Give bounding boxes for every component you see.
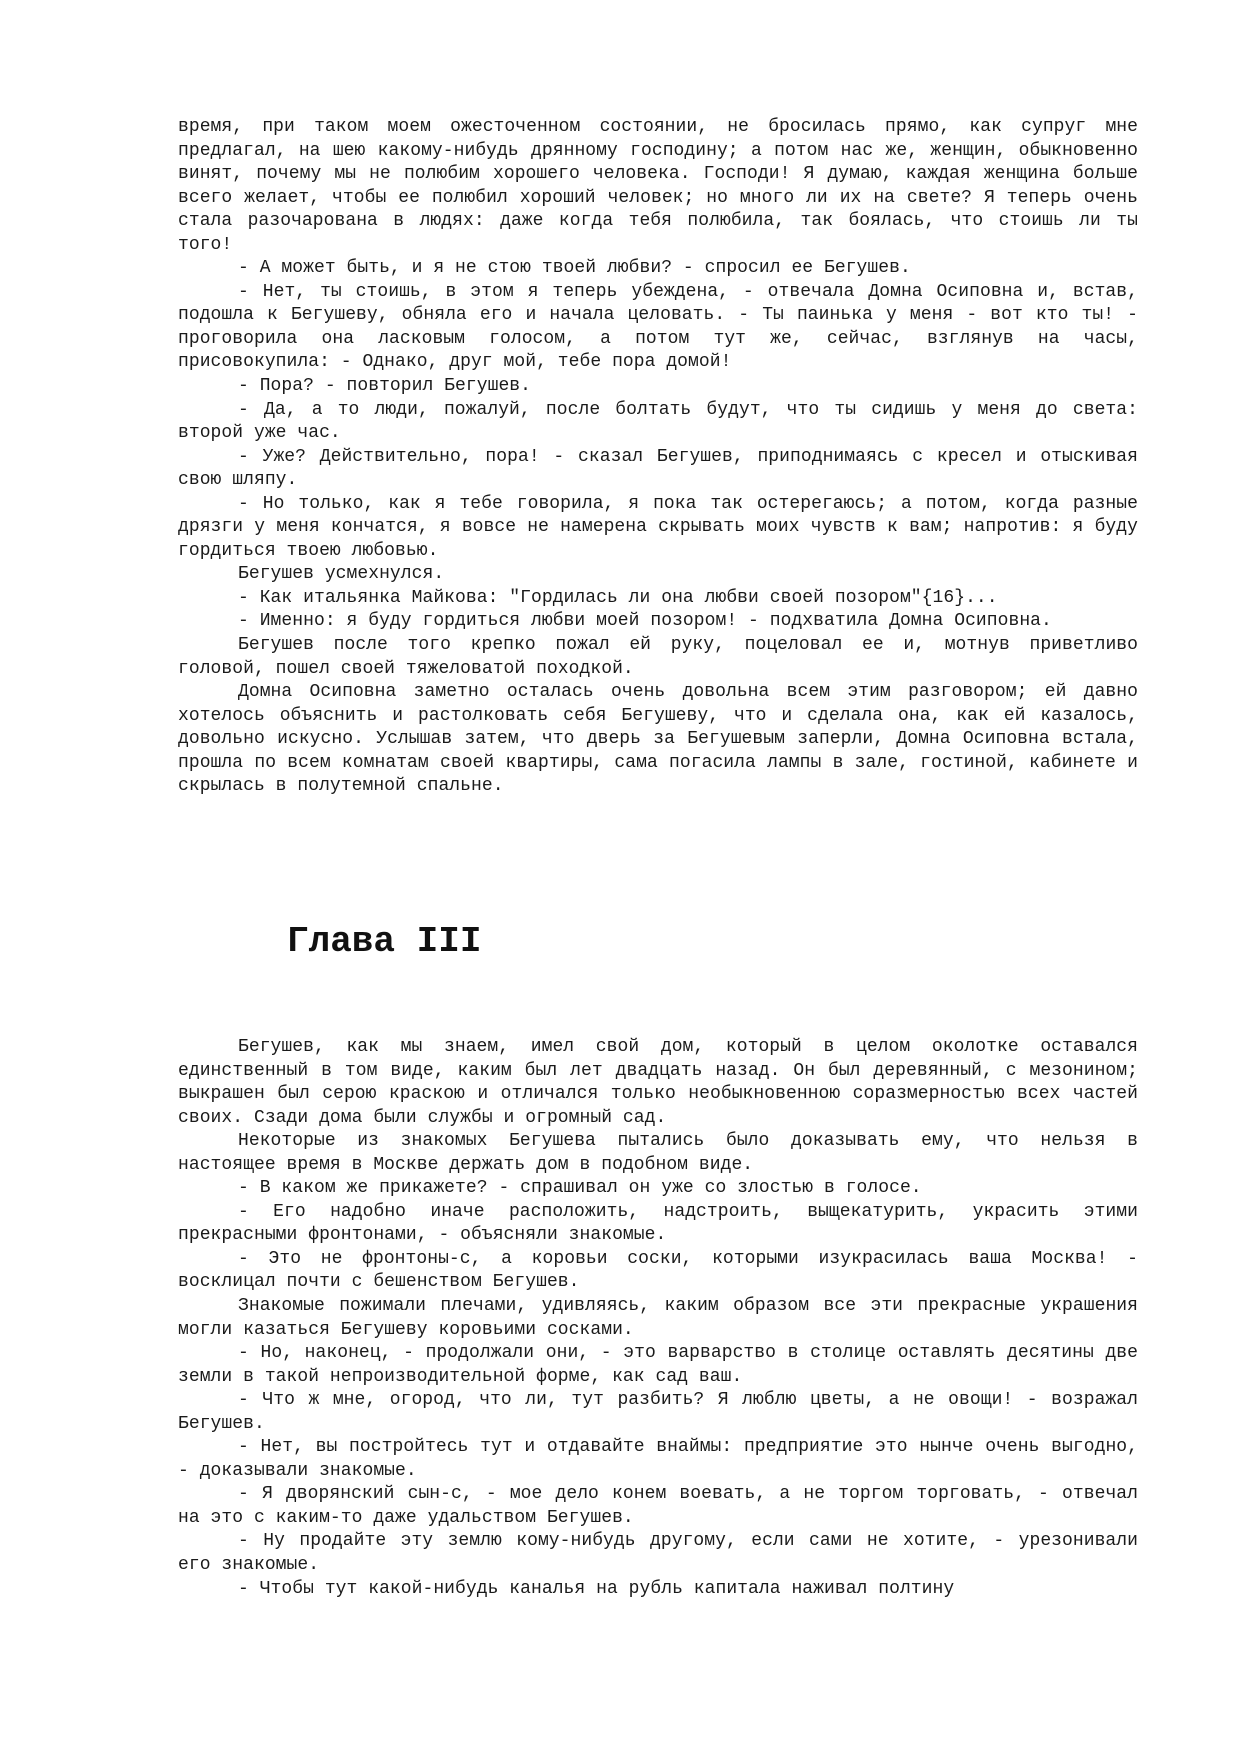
paragraph: Домна Осиповна заметно осталась очень довольна всем этим разговором; ей давно хотелось объяснить и растолковать себя Бегушеву, что и сделала она, как ей казалось, довольно искусно. Услышав затем, что дверь за Бегушевым заперли, Домна Осиповна встала, прошла по всем комнатам своей квартиры, сама погасила лампы в зале, гостиной, кабинете и скрылась в полутемной спальне. <box>178 682 1138 797</box>
paragraph: - Что ж мне, огород, что ли, тут разбить? Я люблю цветы, а не овощи! - возражал Бегушев. <box>178 1390 1138 1434</box>
paragraph: - А может быть, и я не стою твоей любви? - спросил ее Бегушев. <box>238 258 911 279</box>
paragraph: - Я дворянский сын-с, - мое дело конем воевать, а не торгом торговать, - отвечал на это с каким-то даже удальством Бегушев. <box>178 1484 1138 1528</box>
paragraph: - Именно: я буду гордиться любви моей позором! - подхватила Домна Осиповна. <box>238 611 1052 632</box>
paragraph: Бегушев после того крепко пожал ей руку, поцеловал ее и, мотнув приветливо головой, пошел своей тяжеловатой походкой. <box>178 635 1138 679</box>
paragraph: - Но только, как я тебе говорила, я пока так остерегаюсь; а потом, когда разные дрязги у меня кончатся, я вовсе не намерена скрывать моих чувств к вам; напротив: я буду гордиться твоею любовью. <box>178 493 1138 561</box>
paragraph: Бегушев, как мы знаем, имел свой дом, который в целом околотке оставался единственный в том виде, каким был лет двадцать назад. Он был деревянный, с мезонином; выкрашен был серою краскою и отличался только необыкновенною соразмерностью всех частей своих. Сзади дома были службы и огромный сад. <box>178 1037 1138 1128</box>
paragraph: - Нет, вы постройтесь тут и отдавайте внаймы: предприятие это нынче очень выгодно, - доказывали знакомые. <box>178 1437 1138 1481</box>
paragraph: - В каком же прикажете? - спрашивал он уже со злостью в голосе. <box>238 1178 922 1199</box>
paragraph: время, при таком моем ожесточенном состоянии, не бросилась прямо, как супруг мне предлагал, на шею какому-нибудь дрянному господину; а потом нас же, женщин, обыкновенно винят, почему мы не полюбим хорошего человека. Господи! Я думаю, каждая женщина больше всего желает, чтобы ее полюбил хороший человек; но много ли их на свете? Я теперь очень стала разочарована в людях: даже когда тебя полюбила, так боялась, что стоишь ли ты того! <box>178 117 1138 255</box>
paragraph: Бегушев усмехнулся. <box>238 564 445 585</box>
paragraph: - Нет, ты стоишь, в этом я теперь убеждена, - отвечала Домна Осиповна и, встав, подошла к Бегушеву, обняла его и начала целовать. - Ты паинька у меня - вот кто ты! - проговорила она ласковым голосом, а потом тут же, сейчас, взглянув на часы, присовокупила: - Однако, друг мой, тебе пора домой! <box>178 281 1138 373</box>
paragraph: - Чтобы тут какой-нибудь каналья на рубль капитала наживал полтину <box>238 1578 955 1599</box>
paragraph: Знакомые пожимали плечами, удивляясь, каким образом все эти прекрасные украшения могли казаться Бегушеву коровьими сосками. <box>178 1296 1138 1340</box>
paragraph: - Пора? - повторил Бегушев. <box>238 376 531 397</box>
paragraph: - Его надобно иначе расположить, надстроить, выщекатурить, украсить этими прекрасными фронтонами, - объясняли знакомые. <box>178 1201 1138 1246</box>
text-block-top <box>178 116 1138 799</box>
chapter-title: Глава III <box>287 921 482 962</box>
text-block-bottom <box>178 1036 1138 1601</box>
paragraph: - Но, наконец, - продолжали они, - это варварство в столице оставлять десятины две земли в такой непроизводительной форме, как сад ваш. <box>178 1343 1138 1387</box>
paragraph: - Уже? Действительно, пора! - сказал Бегушев, приподнимаясь с кресел и отыскивая свою шляпу. <box>178 446 1138 491</box>
paragraph: - Да, а то люди, пожалуй, после болтать будут, что ты сидишь у меня до света: второй уже час. <box>178 399 1138 444</box>
paragraph: Некоторые из знакомых Бегушева пытались было доказывать ему, что нельзя в настоящее время в Москве держать дом в подобном виде. <box>178 1131 1138 1175</box>
paragraph: - Как итальянка Майкова: "Гордилась ли она любви своей позором"{16}... <box>238 587 998 608</box>
paragraph: - Это не фронтоны-с, а коровьи соски, которыми изукрасилась ваша Москва! - восклицал почти с бешенством Бегушев. <box>178 1248 1138 1293</box>
paragraph: - Ну продайте эту землю кому-нибудь другому, если сами не хотите, - урезонивали его знакомые. <box>178 1531 1138 1576</box>
